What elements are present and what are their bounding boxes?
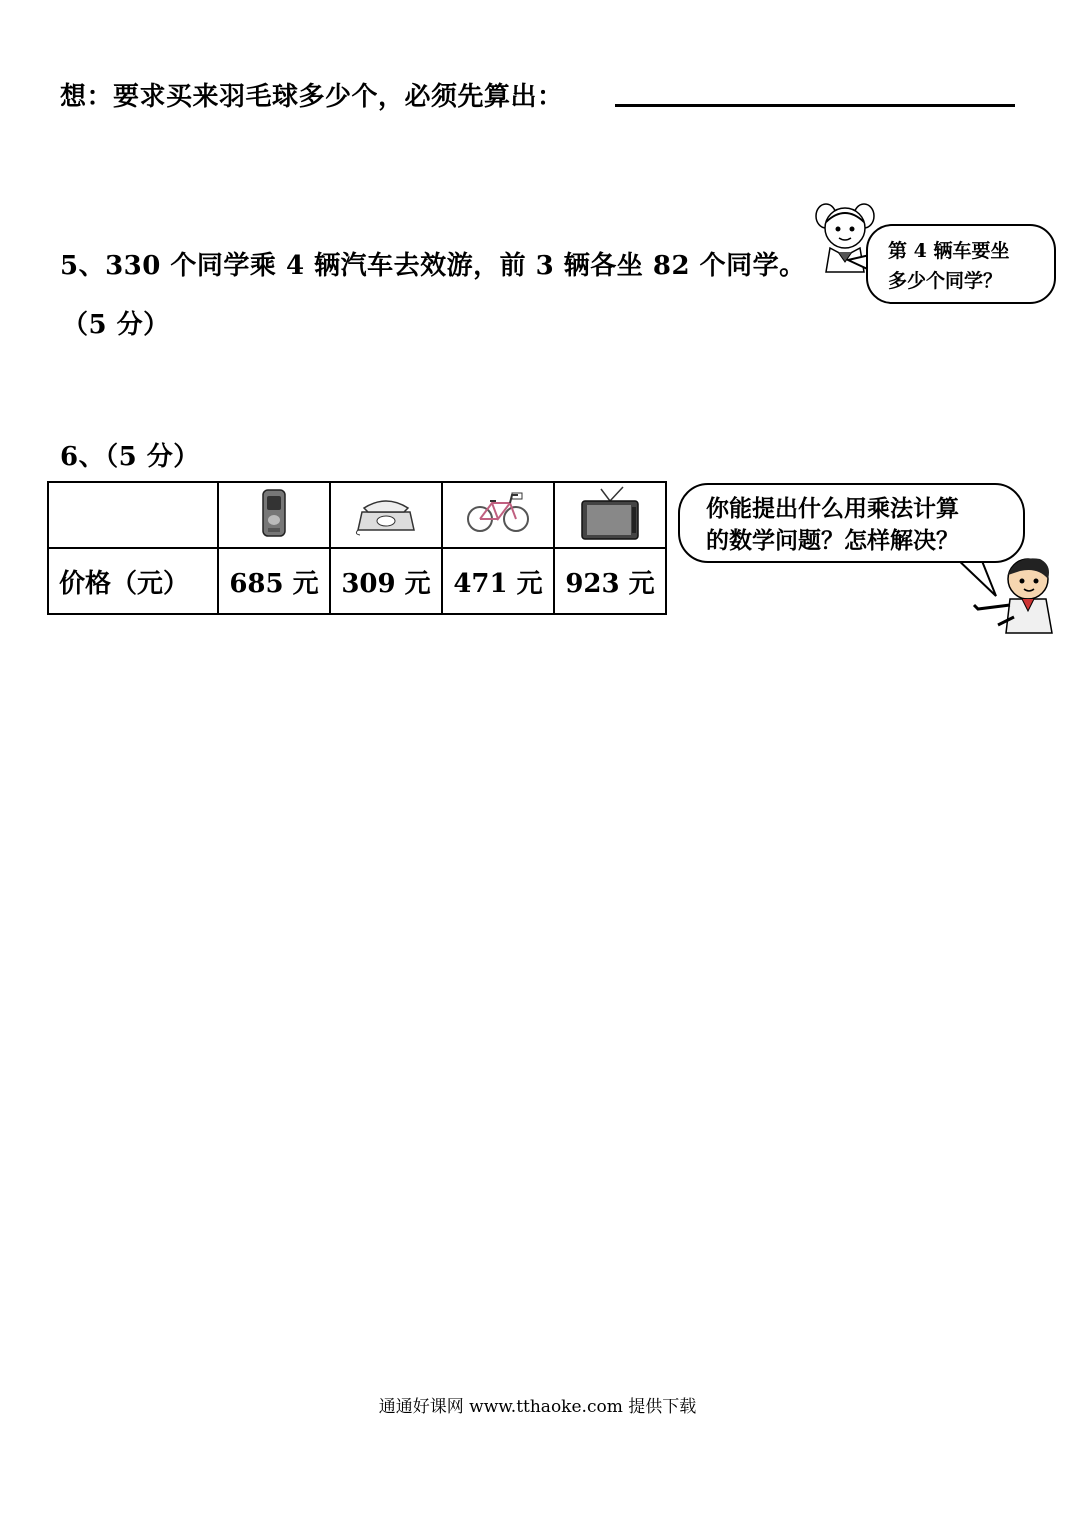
speech-bubble-q5 [866,224,1056,304]
table-cell [554,482,666,548]
price-cell: 685 元 [218,548,330,614]
table-cell-empty [48,482,218,548]
q5-text: 5、330 个同学乘 4 辆汽车去效游，前 3 辆各坐 82 个同学。 [60,251,806,281]
television-icon [579,485,641,541]
table-row [48,482,666,548]
price-cell: 471 元 [442,548,554,614]
table-cell [218,482,330,548]
speech-bubble-q6 [678,483,1025,563]
mobile-phone-icon [259,488,289,538]
bicycle-icon [466,491,530,535]
table-row [48,548,666,614]
bubble-q6-line1: 你能提出什么用乘法计算 [706,495,959,522]
price-cell: 923 元 [554,548,666,614]
price-cell: 309 元 [330,548,442,614]
footer-text: 通通好课网 www.tthaoke.com 提供下载 [378,1397,697,1417]
boy-illustration [970,555,1062,635]
telephone-icon [354,490,418,536]
table-cell [442,482,554,548]
table-cell [330,482,442,548]
bubble-q6-line2: 的数学问题？怎样解决？ [706,527,959,554]
bubble-q5-line2: 多少个同学？ [888,270,1003,292]
q5-score: （5 分） [62,310,170,340]
q4-think-text: 想：要求买来羽毛球多少个，必须先算出： [60,82,564,112]
q6-title: 6、（5 分） [60,442,200,472]
row-label-price: 价格（元） [48,548,218,614]
bubble-q5-line1: 第 4 辆车要坐 [888,240,1010,262]
price-table [47,481,667,615]
answer-blank-line [615,104,1015,107]
